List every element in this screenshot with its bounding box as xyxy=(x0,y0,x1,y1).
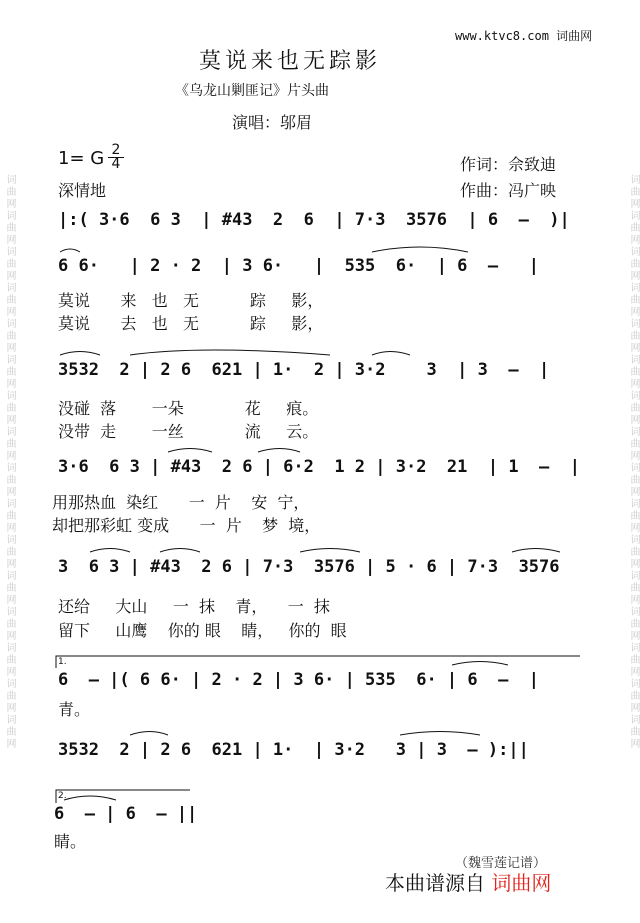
expression-mark: 深情地 xyxy=(58,181,107,200)
source-site-link[interactable]: 词曲网 xyxy=(491,871,552,895)
slur-mark xyxy=(372,247,468,252)
lyric-line-2b: 莫说 去 也 无 踪 影， xyxy=(58,314,324,333)
key-signature: 1= G xyxy=(58,148,105,169)
lyric-line-8: 睛。 xyxy=(54,832,87,851)
transcriber-credit: （魏雪莲记谱） xyxy=(455,856,547,871)
score-line-4: 3·6 6 3 | #43 2 6 | 6·2 1 2 | 3·2 21 | 1 – | xyxy=(58,457,580,477)
slur-mark xyxy=(452,662,508,666)
volta-bracket xyxy=(56,790,190,803)
slur-mark xyxy=(130,350,330,355)
volta-bracket xyxy=(56,656,580,668)
score-line-7: 3532 2 | 2 6 621 | 1· | 3·2 3 | 3 – ):|| xyxy=(58,740,529,760)
song-title: 莫说来也无踪影 xyxy=(198,49,381,74)
time-signature-bottom: 4 xyxy=(111,156,121,172)
lyric-line-2a: 莫说 来 也 无 踪 影， xyxy=(58,291,324,310)
slur-mark xyxy=(60,249,80,252)
volta-1-label: 1. xyxy=(58,657,67,667)
slur-mark xyxy=(372,352,410,356)
slur-mark xyxy=(160,549,200,553)
watermark-left: 词曲网词曲网词曲网词曲网词曲网词曲网词曲网词曲网词曲网词曲网词曲网词曲网词曲网词曲网词曲网词曲网 xyxy=(4,173,15,750)
time-signature-top: 2 xyxy=(108,144,124,158)
lyric-line-5b: 留下 山鹰 你的 眼 睛， 你的 眼 xyxy=(58,621,347,640)
lyricist: 作词：佘致迪 xyxy=(460,155,557,174)
watermark-right: 词曲网词曲网词曲网词曲网词曲网词曲网词曲网词曲网词曲网词曲网词曲网词曲网词曲网词曲网词曲网词曲网 xyxy=(628,173,639,750)
volta-2-label: 2. xyxy=(58,791,67,801)
slur-mark xyxy=(130,732,168,736)
score-line-1: |:( 3·6 6 3 | #43 2 6 | 7·3 3576 | 6 – )| xyxy=(58,210,570,230)
slur-mark xyxy=(300,549,360,553)
slur-mark xyxy=(60,352,100,356)
lyric-line-5a: 还给 大山 一 抹 青， 一 抹 xyxy=(58,597,330,616)
lyric-line-4a: 用那热血 染红 一 片 安 宁， xyxy=(52,493,310,512)
composer: 作曲：冯广映 xyxy=(460,181,557,200)
lyric-line-3b: 没带 走 一丝 流 云。 xyxy=(58,422,319,441)
lyric-line-3a: 没碰 落 一朵 花 痕。 xyxy=(58,399,319,418)
lyric-line-4b: 却把那彩虹 变成 一 片 梦 境， xyxy=(52,516,321,535)
slur-mark xyxy=(168,449,212,453)
source-label: 本曲谱源自 xyxy=(385,871,485,895)
score-line-3: 3532 2 | 2 6 621 | 1· 2 | 3·2 3 | 3 – | xyxy=(58,360,550,380)
slur-mark xyxy=(400,732,480,736)
slur-mark xyxy=(512,549,560,553)
slur-mark xyxy=(90,549,130,553)
site-url[interactable]: www.ktvc8.com 词曲网 xyxy=(455,29,593,43)
singer: 演唱：邬眉 xyxy=(232,113,313,132)
score-line-2: 6 6· | 2 · 2 | 3 6· | 535 6· | 6 – | xyxy=(58,256,540,276)
score-line-6: 6 – |( 6 6· | 2 · 2 | 3 6· | 535 6· | 6 – | xyxy=(58,670,540,690)
slur-mark xyxy=(258,449,300,453)
song-subtitle: 《乌龙山剿匪记》片头曲 xyxy=(175,83,329,99)
slur-mark xyxy=(64,796,116,800)
lyric-line-6: 青。 xyxy=(58,700,91,719)
source-footer xyxy=(385,867,551,896)
score-line-5: 3 6 3 | #43 2 6 | 7·3 3576 | 5 · 6 | 7·3 3576 xyxy=(58,557,560,577)
score-line-8: 6 – | 6 – || xyxy=(54,804,198,824)
